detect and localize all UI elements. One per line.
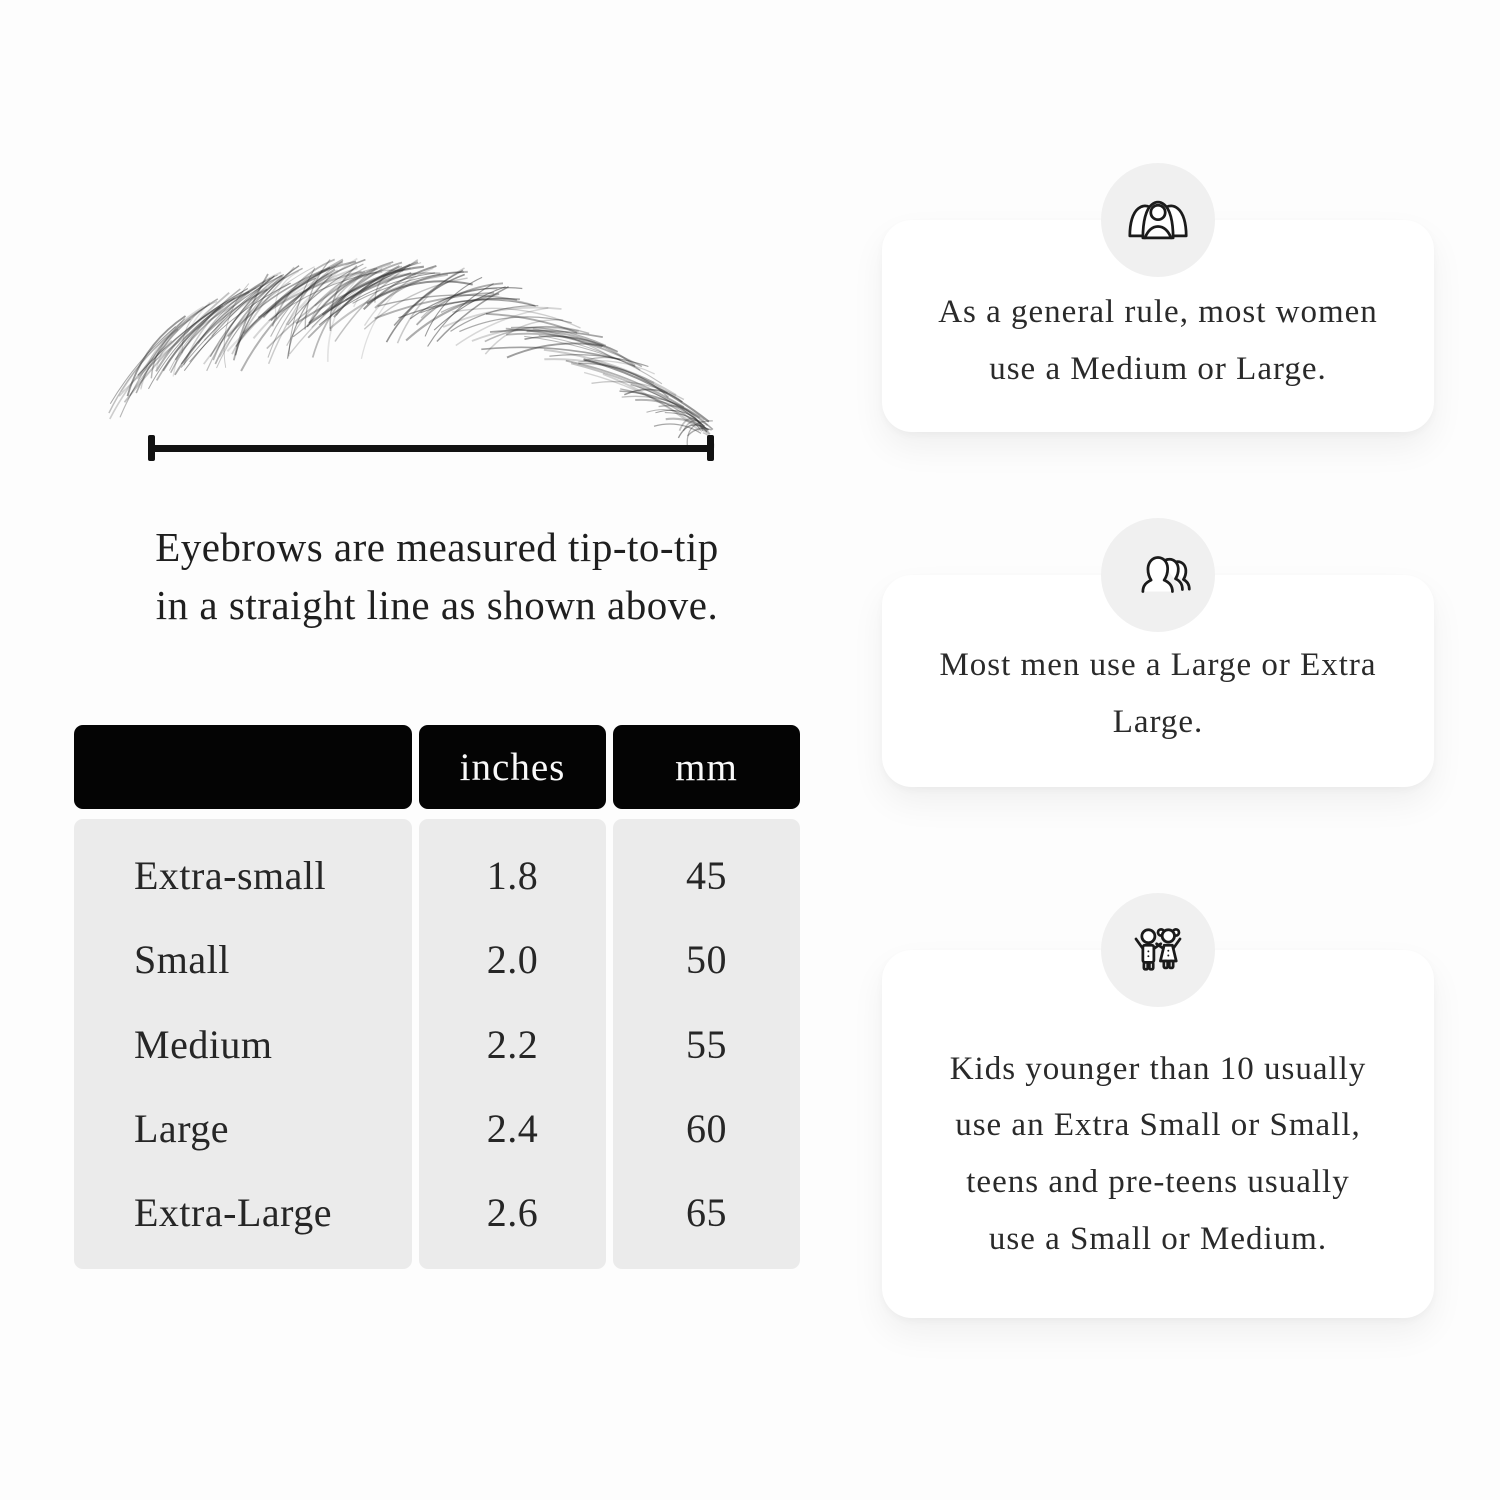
caption-line-2: in a straight line as shown above.	[155, 582, 719, 629]
size-table-mm-column	[613, 725, 800, 1269]
info-card-men	[882, 575, 1434, 787]
men-group-icon	[1125, 542, 1191, 608]
row-mm: 45	[686, 852, 727, 898]
row-label: Extra-small	[134, 852, 327, 898]
card-icon-badge	[1101, 518, 1215, 632]
row-inches: 2.2	[486, 1021, 539, 1067]
caption-line-1: Eyebrows are measured tip-to-tip	[155, 524, 719, 570]
size-table-inches-column	[419, 725, 606, 1269]
row-inches: 2.6	[486, 1190, 539, 1236]
eyebrow-illustration	[95, 228, 735, 458]
measurement-caption	[74, 518, 800, 634]
row-mm: 55	[686, 1021, 727, 1067]
card-icon-badge	[1101, 163, 1215, 277]
measurement-line	[148, 435, 714, 461]
eyebrow-sketch-svg	[95, 228, 735, 458]
card-text: Kids younger than 10 usually use an Extra Small or Small, teens and pre-teens usually use a Small or Medium.	[949, 1050, 1367, 1257]
row-inches: 2.0	[486, 937, 539, 983]
table-header-inches: inches	[419, 725, 606, 809]
info-card-kids	[882, 950, 1434, 1318]
measure-cap-left	[148, 435, 155, 461]
kids-icon	[1125, 917, 1191, 983]
inches-column-body	[419, 819, 606, 1269]
table-header-blank	[74, 725, 412, 809]
row-label: Small	[134, 937, 230, 983]
mm-column-body	[613, 819, 800, 1269]
size-table	[74, 725, 800, 1269]
row-mm: 50	[686, 937, 727, 983]
table-header-mm: mm	[613, 725, 800, 809]
measure-cap-right	[707, 435, 714, 461]
card-text: Most men use a Large or Extra Large.	[939, 647, 1377, 740]
size-table-label-column	[74, 725, 412, 1269]
card-icon-badge	[1101, 893, 1215, 1007]
measure-bar	[155, 445, 707, 452]
row-mm: 65	[686, 1190, 727, 1236]
row-mm: 60	[686, 1105, 727, 1151]
card-text: As a general rule, most women use a Medium or Large.	[938, 294, 1378, 387]
row-inches: 1.8	[486, 852, 539, 898]
label-column-body	[74, 819, 412, 1269]
women-group-icon	[1125, 187, 1191, 253]
row-label: Large	[134, 1105, 230, 1151]
row-label: Extra-Large	[134, 1190, 332, 1236]
row-label: Medium	[134, 1021, 273, 1067]
row-inches: 2.4	[486, 1105, 539, 1151]
info-card-women	[882, 220, 1434, 432]
